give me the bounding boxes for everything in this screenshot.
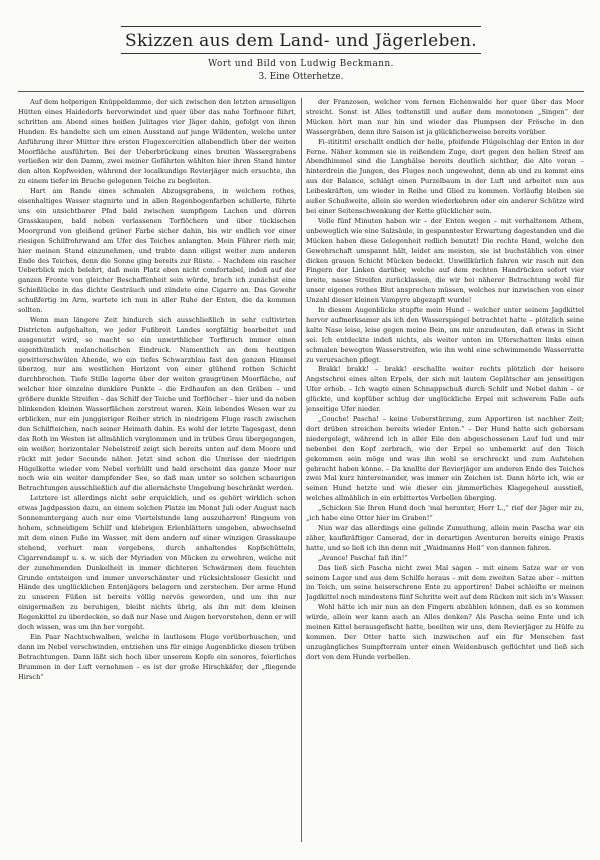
right-column	[306, 98, 584, 842]
paragraph: Auf dem holperigen Knüppeldamme, der sich zwischen den letzten armseligen Hütten eines Haidedorfs hervorwindet und quer über das nahe Torfmoor führt, schritten am Abend eines heißen Julitages vier Jäger dahin, gefolgt von ihren Hunden. Es handelte sich um einen Ausstand auf junge Wildenten, welche unter Anführung ihrer Mütter ihre ersten Flugexcercitien allabendlich über der weiten Moorfläche ausführten. Bei der Ueberbrückung eines breiten Wassergrabens verließen wir den Damm, zwei meiner Gefährten wählten hier ihren Stand hinter den alten Kopfweiden, während der localkundige Revierjäger mich ersuchte, ihn zu einem tiefer im Bruche gelegenen Teiche zu begleiten.	[18, 98, 296, 186]
article-header	[18, 14, 584, 92]
paragraph: der Franzosen, welcher vom fernen Eichenwalde her quer über das Moor streicht. Sonst ist Alles todtenstill und außer dem monotonen „Singen“ der Mücken hört man nur hin und wieder das Plumpsen der Frösche in den Wassergräben, denn ihre Saison ist ja glücklicherweise bereits vorüber.	[306, 98, 584, 136]
article-chapter: 3. Eine Otterhetze.	[258, 72, 344, 82]
article-body	[18, 98, 584, 842]
article-byline: Wort und Bild von Ludwig Beckmann.	[208, 59, 394, 69]
paragraph: „Couche! Pascha! – keine Ueberstürzung, zum Apportiren ist nachher Zeit; dort drüben streichen bereits wieder Enten.“ – Der Hund hatte sich gehorsam niedergelegt, während ich in aller Eile den abgeschossenen Lauf lud und mir nebenbei den Kopf zerbrach, wie der Erpel so unbemerkt auf den Teich gekommen sein möge und was ihn wohl so erschreckt und zum Aufstehen gebracht haben könne. – Da knallte der Revierjäger am anderen Ende des Teiches zwei Mal kurz hintereinander, was immer ein Zeichen ist. Dann hörte ich, wie er seinen Hund hetzte und wie dieser ein jämmerliches Klagegeheul ausstieß, welches allmählich in ein erbittertes Verbellen überging.	[306, 415, 584, 503]
paragraph: Nun war das allerdings eine gelinde Zumuthung, allein mein Pascha war ein zäher, kaufkräftiger Camerad, der in derartigen Aventuren bereits einige Praxis hatte, und so ließ ich ihn denn mit „Waidmanns Heil“ von dannen fahren.	[306, 523, 584, 552]
paragraph: Volle fünf Minuten haben wir – der Enten wegen – mit verhaltenem Athem, unbeweglich wie eine Salzsäule, in gespanntester Erwartung dagestanden und die Mücken haben diese Gelegenheit redlich benutzt! Die rechte Hand, welche den Gewehrschaft umspannt hält, leidet am meisten, sie ist buchstäblich von einer dicken grauen Schicht Mücken bedeckt. Unwillkürlich fahren wir rasch mit den Fingern der Linken darüber, welche auf dem rechten Handrücken sofort vier breite, nasse Streifen zurücklassen, die wir bei näherer Betrachtung wohl für unser eigenes rothes Blut ansprechen müssen, welches nur inzwischen von einer Unzahl dieser kleinen Vampyre abgezapft wurde!	[306, 216, 584, 305]
paragraph: „Avance! Pascha! faß ihn!“	[318, 553, 408, 562]
column-divider	[301, 98, 302, 842]
paragraph: Das ließ sich Pascha nicht zwei Mal sagen – mit einem Satze war er von seinem Lager und aus dem Schilfe heraus – mit dem zweiten Satze aber – mitten im Teich, um seine heiserschrene Ente zu apportiren! Dabei schleifte er meinen Jagdkittel noch mindestens fünf Schritte weit auf dem Rücken mit sich in's Wasser.	[306, 563, 584, 602]
left-column	[18, 98, 296, 842]
paragraph: Letztere ist allerdings nicht sehr erquicklich, und es gehört wirklich schon etwas Jagdpassion dazu, an einem solchen Platze im Monat Juli oder August nach Sonnenuntergang auch nur eine Viertelstunde lang auszuharren! Ringsum von hohem, schneidigem Schilf und klebrigen Erlenblättern umgeben, abwechselnd mit dem einen Fuße im Wasser, mit dem andern auf einer winzigen Grasskaupe stehend, verhurt man vergebens, durch anhaltendes Kopfschütteln, Cigarrendampf u. s. w. sich der Myriaden von Mücken zu erwehren, welche mit der zunehmenden Dunkelheit in immer dichteren Schwärmen dem feuchten Grunde entsteigen und immer unverschämter und rücksichtsloser Gesicht und Hände des unglücklichen Entenjägers belagern und zerstechen. Der arme Hund zu unseren Füßen ist bereits völlig nervös geworden, und um ihn nur einigermaßen zu beruhigen, bleibt nichts übrig, als ihn mit dem kleinen Regenkittel zu überdecken, so daß nur Nase und Augen hervorstehen, denn er will doch wissen, was um ihn her vorgeht.	[18, 494, 296, 632]
paragraph: Brakk! brakk! – brakk! erschallte weiter rechts plötzlich der heisere Angstschrei eines alten Erpels, der sich mit lautem Geplätscher am jenseitigen Ufer erhob. – Ich wagte einen Schnappschuß durch Schilf und Nebel dahin – er glückte, und kopfüber schlug der unglückliche Erpel mit schwerem Falle aufs jenseitige Ufer nieder.	[306, 365, 584, 414]
paragraph: „Schicken Sie Ihren Hund doch 'mal herunter, Herr L.,“ rief der Jäger mir zu, „ich habe eine Otter hier im Graben!“	[306, 504, 584, 523]
paragraph: Wenn man längere Zeit hindurch sich ausschließlich in sehr cultivirten Districten aufgehalten, wo jeder Fußbreit Landes sorgfältig bearbeitet und ausgenutzt wird, so macht so ein unwirthlicher Torfbruch immer einen eigenthümlich melancholischen Eindruck. Namentlich an dem heutigen gewitterschwülen Abende, wo ein tiefes Schwarzblau fast den ganzen Himmel überzog, nur am westlichen Horizont von einer glühend rothen Schicht durchbrochen. Tiefe Stille lagerte über der weiten graugrünen Moorfläche, auf welcher hier einzelne dunklere Punkte – die Erdhaufen an den Gräben – und größere dunkle Streifen – das Schilf der Teiche und Torflöcher – hier und da neben blinkenden kleinen Wasserflächen zerstreut waren. Kein lebendes Wesen war zu erblicken, nur ein junggieriger Reiher strich in niedrigem Fluge rasch zwischen den Schilfteichen, nach seiner Heimath dahin. Es wohl der letzte Tagesgast, denn das Roth im Westen ist allmählich verglommen und in trübes Grau übergegangen, ein weißer, horizontaler Nebelstreif zeigt sich bereits unten auf dem Moore und rückt mit jeder Secunde näher. Jetzt sind schon die Umrisse der niedrigen Hügelkette wieder vom Nebel verhüllt und bald erscheint das ganze Moor nur noch wie ein weiter dampfender See, so daß man unter so solchen schaurigen Betrachtungen ausschließlich auf die allernächste Umgebung beschränkt werden.	[18, 315, 296, 493]
newspaper-page	[18, 14, 584, 850]
paragraph: Wohl hätte ich mir nun an den Fingern abzählen können, daß es so kommen würde, allein wer kann auch an Alles denken? Als Pascha seine Ente und ich meinen Kittel herausgefischt hatte, beeilten wir uns, dem Revierjäger zu Hülfe zu kommen. Der Otter hatte sich inzwischen auf ein für Menschen fast unzugängliches Sumpfterrain unter einen Weidenbusch geflüchtet und ließ sich dort von dem Hunde verbellen.	[306, 603, 584, 661]
paragraph: Hart am Rande eines schmalen Abzugsgrabens, in welchem rothes, eisenhaltiges Wasser stagnirte und in allen Regenbogenfarben schillerte, führte uns ein unsichtbarer Pfad bald zwischen sumpfigem Lachen und dürren Grasskaupen, bald neben verlassenen Torflöchern und über tückischen Moorgrund von gleißend grüner Farbe sicher dahin, bis wir endlich vor einer riesigen Schilfrohrwand am Ufer des Teiches anlangten. Mein Führer rieth mir, hier meinen Stand einzunehmen, und trabte dann eiligst weiter zum anderen Ende des Teiches, denn die Sonne ging bereits zur Rüste. – Nachdem ein rascher Ueberblick mich belehrt, daß mein Platz eben nicht comfortabel, indeß auf der ganzen Fronte von gleicher Beschaffenheit sein würde, brach ich zunächst eine Schießlücke in das dichte Gesträuch und zündete eine Cigarre an. Das Gewehr schußfertig im Arm, wartete ich nun in aller Ruhe der Enten, die da kommen sollten.	[18, 187, 296, 315]
paragraph: Ein Paar Nachtschwalben, welche in lautlosem Fluge vorüberhuschen, und dann im Nebel verschwinden, entziehen uns für einige Augenblicke diesen trüben Betrachtungen. Dann läßt sich hoch über unserem Kopfe ein sonores, feierliches Brummen in der Luft vernehmen – es ist der große Hirschkäfer, der „fliegende Hirsch“	[18, 632, 296, 681]
paragraph: In diesem Augenblicke stupfte mein Hund – welcher unter seinem Jagdkittel hervor aufmerksamer als ich den Wasserspiegel betrachtet hatte – plötzlich seine kalte Nase leise, leise gegen meine Bein, um mir anzudeuten, daß etwas in Sicht sei. Ich entdeckte indeß nichts, als weiter unten im Uferschatten links einen schmalen bewegten Wasserstreifen, wie ihn wohl eine schwimmende Wasserratte zu verursachen pflegt.	[306, 306, 584, 364]
article-title: Skizzen aus dem Land- und Jägerleben.	[121, 26, 481, 54]
paragraph: Fi–ititititi! erschallt endlich der helle, pfeifende Flügelschlag der Enten in der Ferne. Näher kommen sie in reißendem Zuge, dort gegen den hellen Streif am Abendhimmel sind die Langhälse bereits deutlich sichtbar, die Alte voran – hinterdrein die Jungen, des Fluges noch ungewohnt, denn ab und zu kommt eins aus der Balance, schlägt einen Purzelbaum in der Luft und arbeitet nun aus Leibeskräften, um wieder in Reihe und Glied zu kommen. Vorläufig bleiben sie außer Schußweite, allein sie werden wiederkehren oder ein anderer Schütze wird bei einer Seitenschwenkung der Kette glücklicher sein.	[306, 137, 584, 215]
